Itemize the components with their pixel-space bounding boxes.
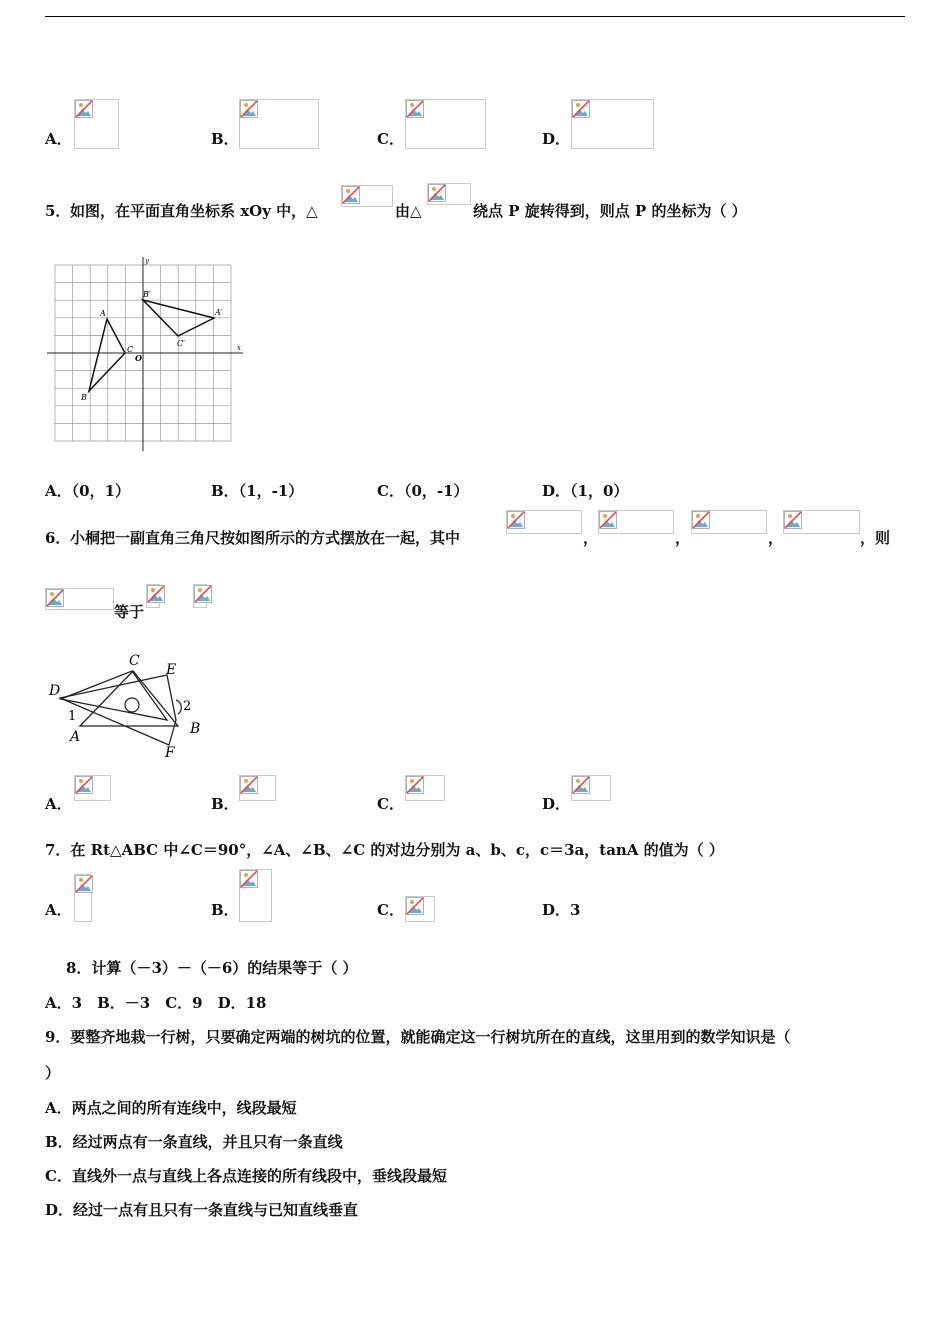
q7-option-b-image	[239, 869, 272, 922]
broken-image-icon	[194, 585, 212, 603]
q4-option-d-label: D．	[542, 130, 571, 148]
broken-image-icon	[507, 511, 525, 529]
broken-image-icon	[240, 776, 258, 794]
broken-image-icon	[692, 511, 710, 529]
q6-option-b-label: B．	[211, 795, 239, 813]
broken-image-icon	[46, 589, 64, 607]
label-d: D	[49, 683, 61, 699]
q5-option-c: C．（0，-1）	[377, 482, 469, 500]
broken-image-icon	[75, 875, 93, 893]
label-b: B	[190, 721, 201, 737]
q9-text-continued: ）	[45, 1064, 61, 1082]
label-b1: B′	[143, 290, 151, 299]
label-c: C	[129, 653, 140, 669]
q7-option-c-label: C．	[377, 901, 404, 919]
q6-option-d-image	[571, 775, 611, 801]
q6-option-c-label: C．	[377, 795, 404, 813]
q6-option-a-image	[74, 775, 111, 801]
q6-comma-2: ，	[675, 529, 691, 547]
q5-triangle-image-2	[427, 183, 471, 205]
q9-option-a: A．两点之间的所有连线中，线段最短	[45, 1099, 297, 1117]
q5-text-part3: 绕点 P 旋转得到，则点 P 的坐标为（ ）	[473, 202, 747, 220]
q4-option-a-label: A．	[45, 130, 72, 148]
q7-option-b-label: B．	[211, 901, 239, 919]
q9-text: 9．要整齐地栽一行树，只要确定两端的树坑的位置，就能确定这一行树坑所在的直线，这里用到的数学知识是（	[45, 1028, 791, 1046]
q4-option-d-image	[571, 99, 654, 149]
q4-option-b-image	[239, 99, 319, 149]
broken-image-icon	[572, 776, 590, 794]
label-e: E	[166, 662, 177, 678]
q4-option-a-image	[74, 99, 119, 149]
label-c: C	[127, 345, 134, 354]
q9-option-c: C．直线外一点与直线上各点连接的所有线段中，垂线段最短	[45, 1167, 447, 1185]
q9-option-b: B．经过两点有一条直线，并且只有一条直线	[45, 1133, 343, 1151]
broken-image-icon	[75, 776, 93, 794]
label-angle-1: 1	[68, 709, 77, 724]
broken-image-icon	[572, 100, 590, 118]
q6-number: 6．	[45, 529, 71, 547]
q6-equals-text: 等于	[114, 603, 145, 621]
q7-text: 7．在 Rt△ABC 中∠C＝90°，∠A、∠B、∠C 的对边分别为 a、b、c，c＝3a，tanA 的值为（ ）	[45, 841, 724, 859]
q6-condition-image-2	[598, 510, 674, 534]
q9-option-d: D．经过一点有且只有一条直线与已知直线垂直	[45, 1201, 359, 1219]
label-f: F	[165, 745, 175, 761]
q4-option-c-label: C．	[377, 130, 404, 148]
broken-image-icon	[240, 100, 258, 118]
q5-triangle-image-1	[341, 185, 393, 207]
q7-option-c-image	[405, 896, 435, 922]
q5-coordinate-figure	[45, 255, 250, 455]
q4-option-b-label: B．	[211, 130, 239, 148]
label-c1: C′	[177, 339, 185, 348]
q5-option-a: A．（0，1）	[45, 482, 131, 500]
label-origin: O	[135, 353, 142, 363]
q8-options: A．3 B．－3 C．9 D．18	[45, 994, 267, 1012]
header-rule	[45, 16, 905, 17]
q6-comma-3: ，	[768, 529, 784, 547]
broken-image-icon	[75, 100, 93, 118]
q7-option-a-label: A．	[45, 901, 72, 919]
q6-small-image-1	[146, 584, 160, 608]
broken-image-icon	[406, 776, 424, 794]
label-a: A	[70, 729, 81, 745]
broken-image-icon	[406, 897, 424, 915]
q6-option-b-image	[239, 775, 276, 801]
label-b: B	[81, 393, 87, 402]
broken-image-icon	[784, 511, 802, 529]
q6-option-a-label: A．	[45, 795, 72, 813]
q6-condition-image-4	[783, 510, 860, 534]
broken-image-icon	[342, 186, 360, 204]
q6-text: 小桐把一副直角三角尺按如图所示的方式摆放在一起，其中	[70, 529, 461, 547]
broken-image-icon	[428, 184, 446, 202]
triangle-abc	[89, 319, 125, 391]
q5-option-d: D．（1，0）	[542, 482, 629, 500]
q7-option-a-image	[74, 874, 92, 922]
q7-option-d: D．3	[542, 901, 581, 919]
q6-option-d-label: D．	[542, 795, 571, 813]
label-a1: A′	[215, 308, 223, 317]
broken-image-icon	[599, 511, 617, 529]
q6-small-image-2	[193, 584, 207, 608]
q5-text-part1: 如图，在平面直角坐标系 xOy 中，△	[70, 202, 318, 220]
angle-2-arc	[176, 700, 181, 714]
broken-image-icon	[406, 100, 424, 118]
q6-comma-1: ，	[583, 529, 599, 547]
label-angle-2: 2	[183, 699, 192, 714]
q6-condition-image-3	[691, 510, 767, 534]
q5-number: 5．	[45, 202, 71, 220]
broken-image-icon	[147, 585, 165, 603]
label-x-axis: x	[237, 344, 241, 352]
q5-option-b: B．（1，-1）	[211, 482, 304, 500]
broken-image-icon	[240, 870, 258, 888]
q6-then: ，则	[860, 529, 891, 547]
label-a: A	[100, 309, 106, 318]
q6-condition-image-1	[506, 510, 582, 534]
q6-option-c-image	[405, 775, 445, 801]
q4-option-c-image	[405, 99, 486, 149]
q5-text-part2: 由△	[395, 202, 422, 220]
q8-text: 8．计算（－3）－（－6）的结果等于（ ）	[66, 959, 358, 977]
label-y-axis: y	[145, 257, 149, 265]
q6-triangles-figure	[45, 650, 215, 762]
angle-mark-circle	[125, 698, 139, 712]
q6-target-image	[45, 588, 114, 610]
